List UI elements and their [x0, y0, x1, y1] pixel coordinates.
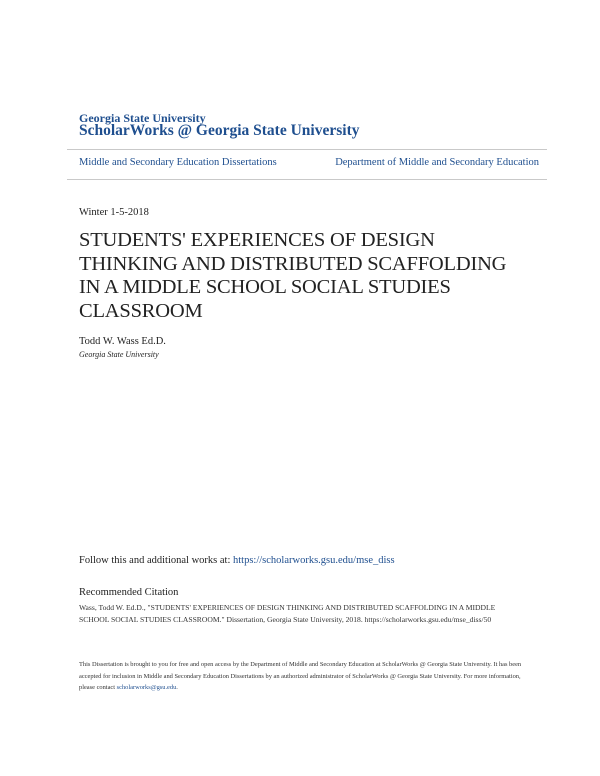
university-name: Georgia State University: [79, 111, 206, 125]
follow-text: Follow this and additional works at:: [79, 555, 233, 566]
breadcrumb: [79, 157, 539, 168]
citation-text: Wass, Todd W. Ed.D., "STUDENTS' EXPERIENCES OF DESIGN THINKING AND DISTRIBUTED SCAFFOLDING IN A MIDDLE SCHOOL SOCIAL STUDIES CLASSROOM." Dissertation, Georgia State University, 2018. https://scholarworks.gsu.edu/mse_diss/50: [79, 603, 496, 624]
header-divider-bottom: [67, 179, 547, 180]
notice-text: This Dissertation is brought to you for free and open access by the Department of Middle and Secondary Education at ScholarWorks @ Georgia State University. It has been accepted for inclusion in Middle and Secondary Education Dissertations by an authorized administrator of ScholarWorks @ Georgia State University. For more information, please contact: [79, 661, 522, 691]
repository-name[interactable]: ScholarWorks @ Georgia State University: [79, 122, 360, 139]
collection-link[interactable]: Middle and Secondary Education Dissertations: [79, 157, 277, 168]
author-name: Todd W. Wass Ed.D.: [79, 336, 166, 347]
publication-date: Winter 1-5-2018: [79, 207, 149, 218]
document-title: STUDENTS' EXPERIENCES OF DESIGN THINKING AND DISTRIBUTED SCAFFOLDING IN A MIDDLE SCHOOL SOCIAL STUDIES CLASSROOM: [79, 229, 507, 322]
contact-email-link[interactable]: scholarworks@gsu.edu: [116, 684, 177, 691]
follow-line: [79, 555, 395, 566]
author-affiliation: Georgia State University: [79, 350, 159, 359]
follow-link[interactable]: https://scholarworks.gsu.edu/mse_diss: [233, 555, 395, 566]
header-divider-top: [67, 149, 547, 150]
access-notice: [79, 659, 529, 694]
citation-heading: Recommended Citation: [79, 587, 179, 598]
department-link[interactable]: Department of Middle and Secondary Education: [335, 157, 539, 168]
notice-end: .: [176, 684, 178, 691]
